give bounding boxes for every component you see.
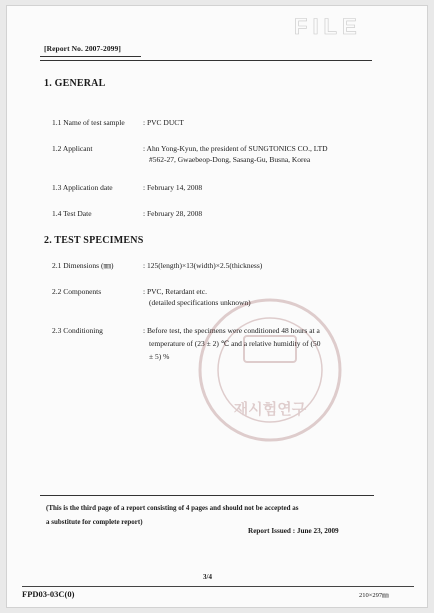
stamp-text: 재시험연구 [233,400,307,418]
section-specimens-title: 2. TEST SPECIMENS [44,235,144,246]
report-number: [Report No. 2007-2099] [44,44,121,53]
item-value: : Before test, the specimens were conditioned 48 hours at a [143,326,320,335]
item-value-detail: (detailed specifications unknown) [149,298,251,307]
item-label: 2.3 Conditioning [52,326,103,335]
page-number: 3/4 [203,573,212,581]
section-general-title: 1. GENERAL [44,78,106,89]
item-value: : PVC DUCT [143,118,184,127]
stamp-emblem [244,336,296,362]
item-label: 1.2 Applicant [52,144,93,153]
item-value: : 125(length)×13(width)×2.5(thickness) [143,261,263,270]
report-issued-date: Report Issued : June 23, 2009 [248,527,339,535]
item-value-address: #562-27, Gwaebeop-Dong, Sasang-Gu, Busna, Korea [149,155,311,164]
item-value: : February 28, 2008 [143,209,203,218]
item-label: 2.1 Dimensions (㎜) [52,261,114,270]
item-value-line2: temperature of (23 ± 2) ℃ and a relative humidity of (50 [149,339,321,348]
disclaimer-line: (This is the third page of a report consisting of 4 pages and should not be accepted as [46,504,299,512]
report-disclaimer [46,501,384,529]
item-label: 1.3 Application date [52,183,113,192]
item-label: 2.2 Components [52,287,102,296]
bottom-rule [22,586,414,587]
item-value-line3: ± 5) % [149,352,170,361]
item-label: 1.1 Name of test sample [52,118,125,127]
file-watermark: FILE [294,14,362,39]
header-rule-long [40,60,372,61]
item-value: : PVC, Retardant etc. [143,287,207,296]
item-value: : February 14, 2008 [143,183,203,192]
item-value: : Ahn Yong-Kyun, the president of SUNGTONICS CO., LTD [143,144,328,153]
official-stamp [196,296,344,444]
item-label: 1.4 Test Date [52,209,92,218]
paper-size: 210×297㎜ [359,592,389,599]
stamp-outer-ring [200,300,340,440]
footer-rule [40,495,374,496]
header-rule [40,56,141,57]
form-code: FPD03-03C(0) [22,589,75,599]
disclaimer-line: a substitute for complete report) [46,518,143,526]
